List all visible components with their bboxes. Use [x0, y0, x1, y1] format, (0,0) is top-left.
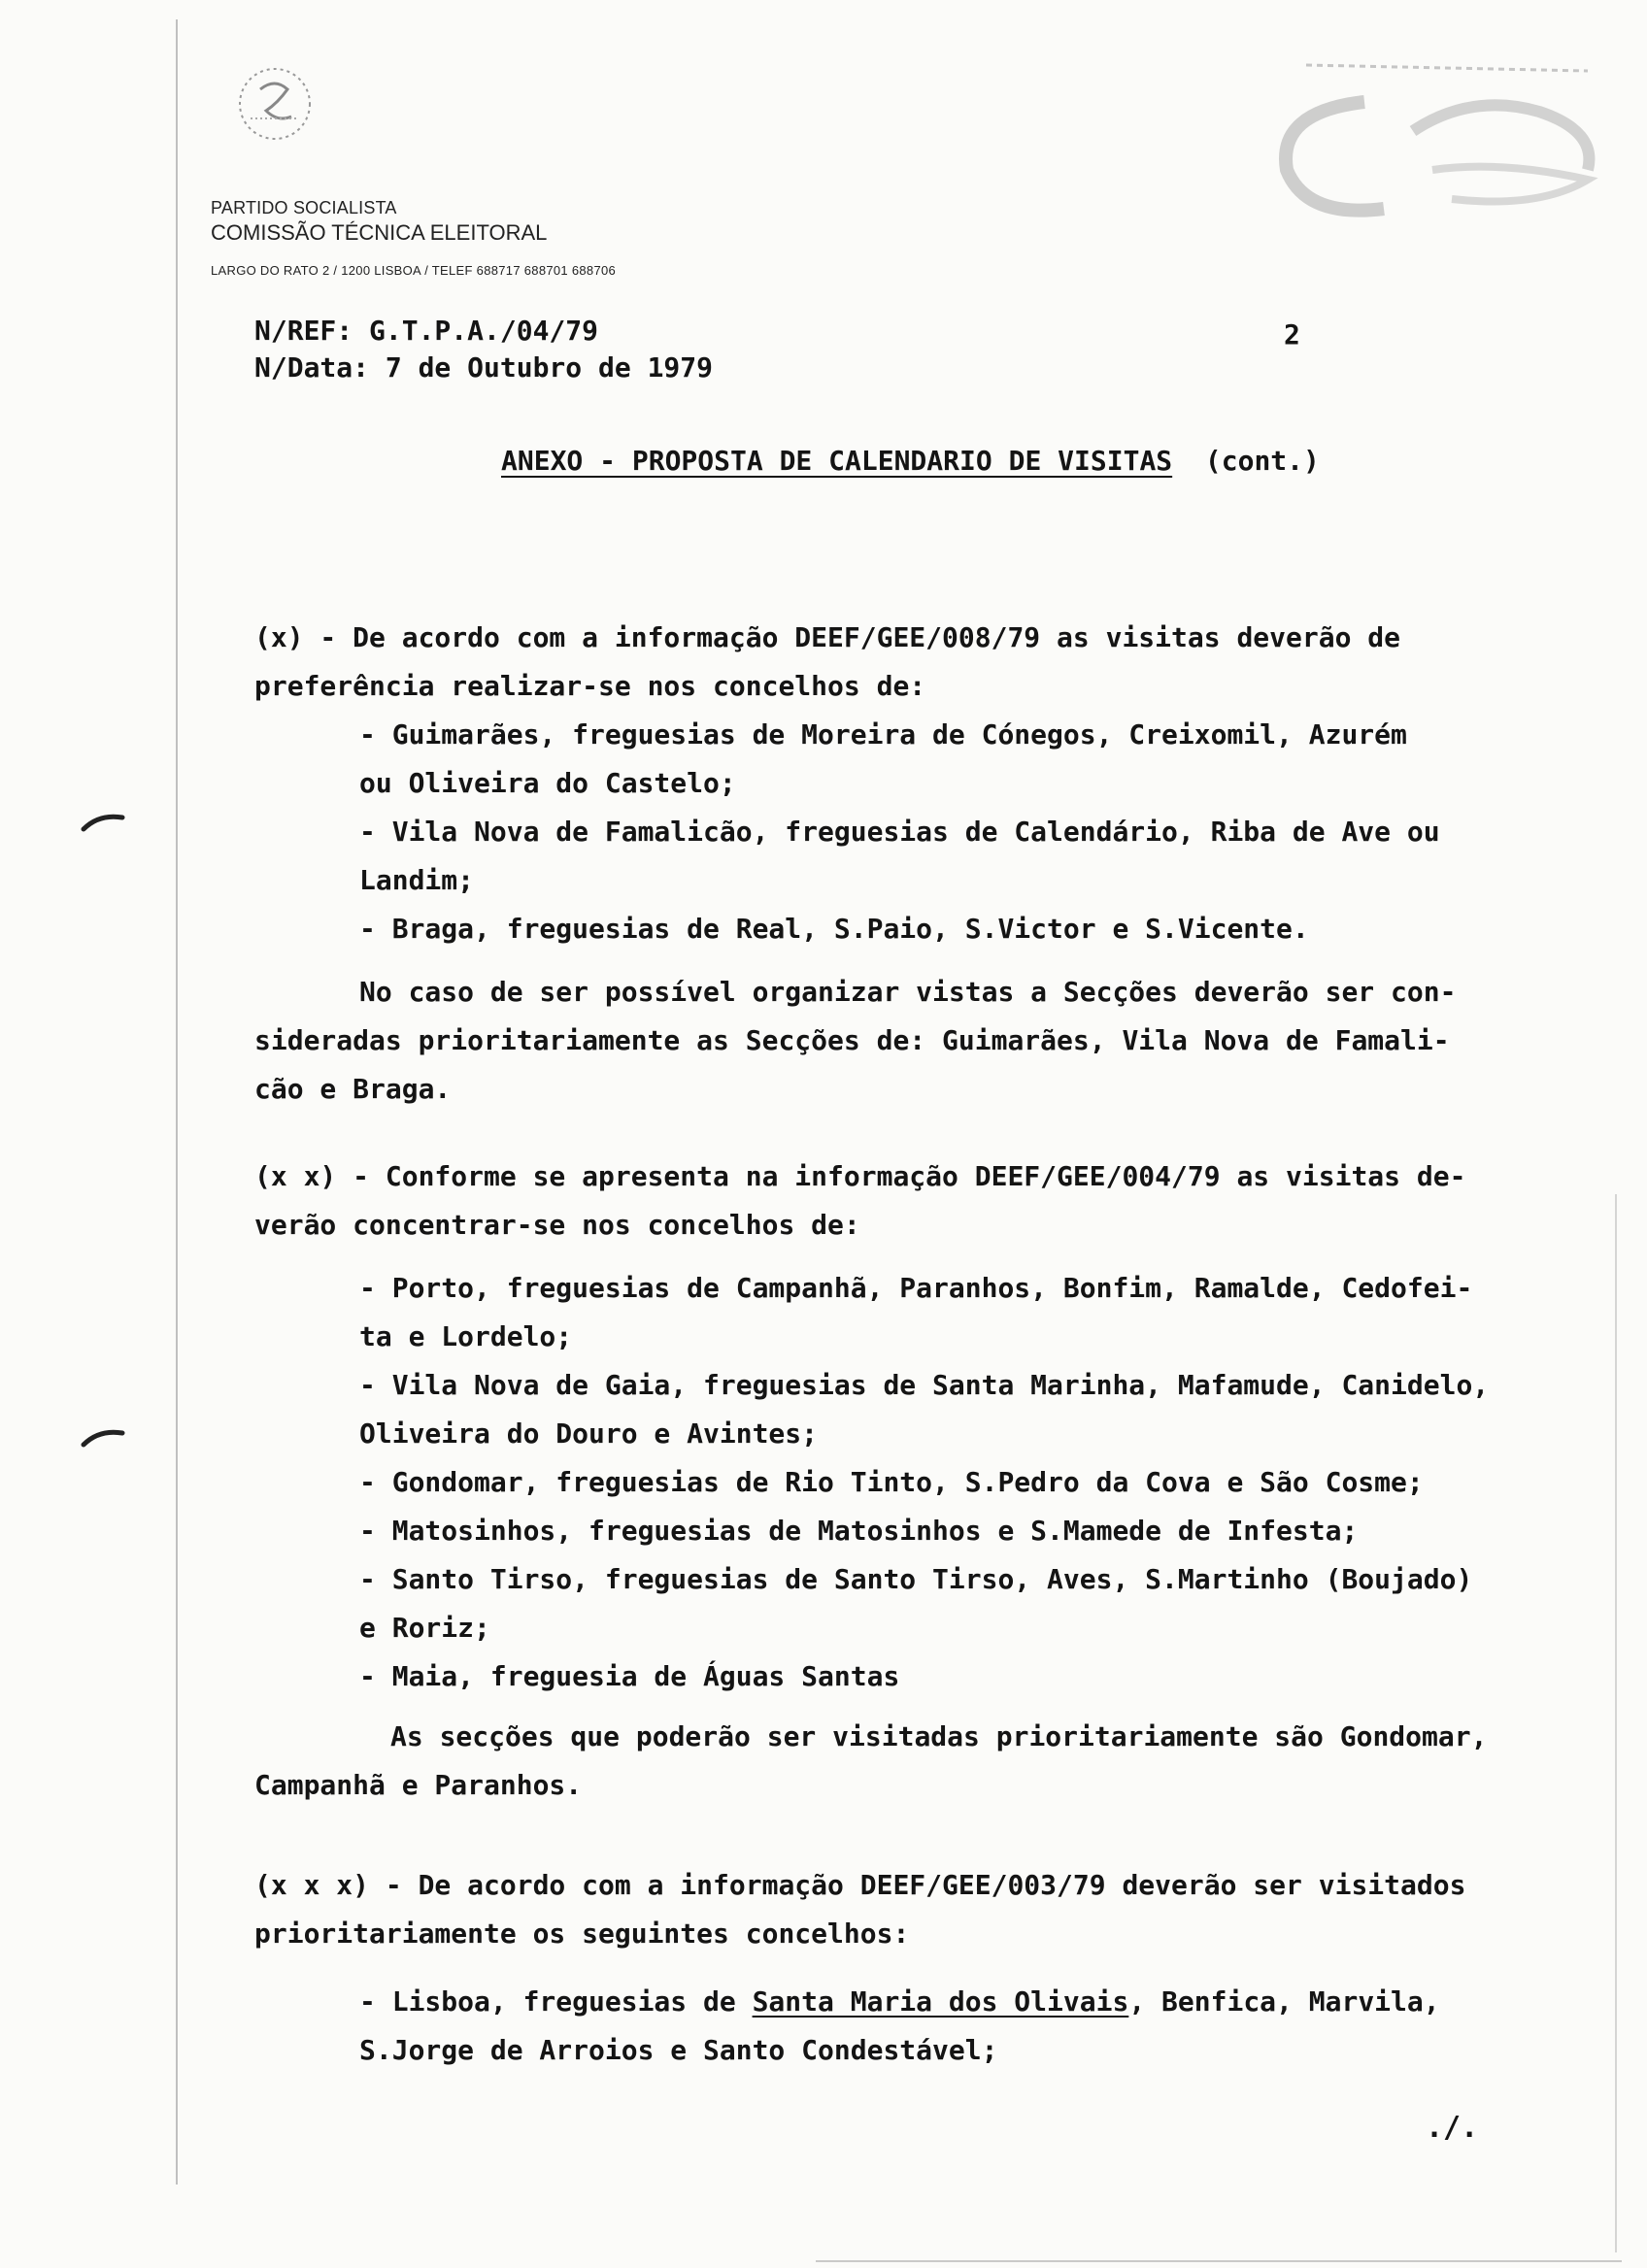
- underlined-parish: Santa Maria dos Olivais: [752, 1985, 1129, 2018]
- reference-block: [254, 313, 713, 386]
- paragraph-line: No caso de ser possível organizar vistas a Secções deverão ser con-: [359, 976, 1457, 1008]
- list-item: Oliveira do Douro e Avintes;: [359, 1418, 819, 1450]
- list-item: ta e Lordelo;: [359, 1320, 573, 1352]
- annex-title-suffix: (cont.): [1204, 445, 1320, 477]
- list-item: Landim;: [359, 864, 475, 896]
- paragraph-line: verão concentrar-se nos concelhos de:: [254, 1209, 860, 1241]
- paragraph-line: As secções que poderão ser visitadas prioritariamente são Gondomar,: [390, 1720, 1488, 1752]
- paragraph-line: Campanhã e Paranhos.: [254, 1769, 583, 1801]
- reference-code: N/REF: G.T.P.A./04/79: [254, 315, 599, 347]
- list-item: ou Oliveira do Castelo;: [359, 767, 736, 799]
- bottom-scan-edge: [816, 2260, 1622, 2262]
- commission-name: COMISSÃO TÉCNICA ELEITORAL: [211, 220, 548, 245]
- paragraph-line: prioritariamente os seguintes concelhos:: [254, 1918, 910, 1950]
- paragraph-line: preferência realizar-se nos concelhos de:: [254, 670, 926, 702]
- list-item: - Santo Tirso, freguesias de Santo Tirso, Aves, S.Martinho (Boujado): [359, 1563, 1473, 1595]
- list-item: - Vila Nova de Gaia, freguesias de Santa Marinha, Mafamude, Canidelo,: [359, 1369, 1490, 1401]
- annex-title-main: ANEXO - PROPOSTA DE CALENDARIO DE VISITAS: [501, 445, 1173, 477]
- right-scan-edge: [1615, 1194, 1617, 2252]
- list-item: - Porto, freguesias de Campanhã, Paranhos, Bonfim, Ramalde, Cedofei-: [359, 1272, 1473, 1304]
- paragraph-line: (x) - De acordo com a informação DEEF/GEE/008/79 as visitas deverão de: [254, 621, 1401, 653]
- list-item: - Maia, freguesia de Águas Santas: [359, 1660, 900, 1692]
- letterhead: [211, 198, 616, 278]
- reference-date: N/Data: 7 de Outubro de 1979: [254, 351, 714, 384]
- punch-hole-mark-icon: [80, 812, 128, 833]
- paragraph-line: (x x x) - De acordo com a informação DEEF/GEE/003/79 deverão ser visitados: [254, 1869, 1466, 1901]
- paragraph-line: cão e Braga.: [254, 1073, 452, 1105]
- paragraph-line: sideradas prioritariamente as Secções de: Guimarães, Vila Nova de Famali-: [254, 1024, 1450, 1056]
- annex-title: [501, 445, 1320, 477]
- cne-stamp-icon: [1219, 53, 1617, 248]
- list-item: - Vila Nova de Famalicão, freguesias de Calendário, Riba de Ave ou: [359, 816, 1440, 848]
- list-item-suffix: , Benfica, Marvila,: [1128, 1985, 1440, 2018]
- list-item: - Gondomar, freguesias de Rio Tinto, S.Pedro da Cova e São Cosme;: [359, 1466, 1424, 1498]
- list-item: e Roriz;: [359, 1612, 490, 1644]
- party-name: PARTIDO SOCIALISTA: [211, 198, 397, 217]
- left-margin-rule: [176, 19, 178, 2185]
- list-item: - Guimarães, freguesias de Moreira de Cónegos, Creixomil, Azurém: [359, 718, 1407, 750]
- letterhead-address: LARGO DO RATO 2 / 1200 LISBOA / TELEF 688717 688701 688706: [211, 263, 617, 278]
- list-item: [359, 1985, 1440, 2018]
- continuation-mark: ./.: [1426, 2111, 1479, 2145]
- list-item: - Matosinhos, freguesias de Matosinhos e S.Mamede de Infesta;: [359, 1515, 1359, 1547]
- paragraph-line: (x x) - Conforme se apresenta na informação DEEF/GEE/004/79 as visitas de-: [254, 1160, 1466, 1192]
- punch-hole-mark-icon: [80, 1427, 128, 1449]
- party-emblem-icon: [221, 60, 328, 148]
- list-item: S.Jorge de Arroios e Santo Condestável;: [359, 2034, 998, 2066]
- list-item-prefix: - Lisboa, freguesias de: [359, 1985, 753, 2018]
- list-item: - Braga, freguesias de Real, S.Paio, S.Victor e S.Vicente.: [359, 913, 1309, 945]
- page-number: 2: [1284, 318, 1300, 350]
